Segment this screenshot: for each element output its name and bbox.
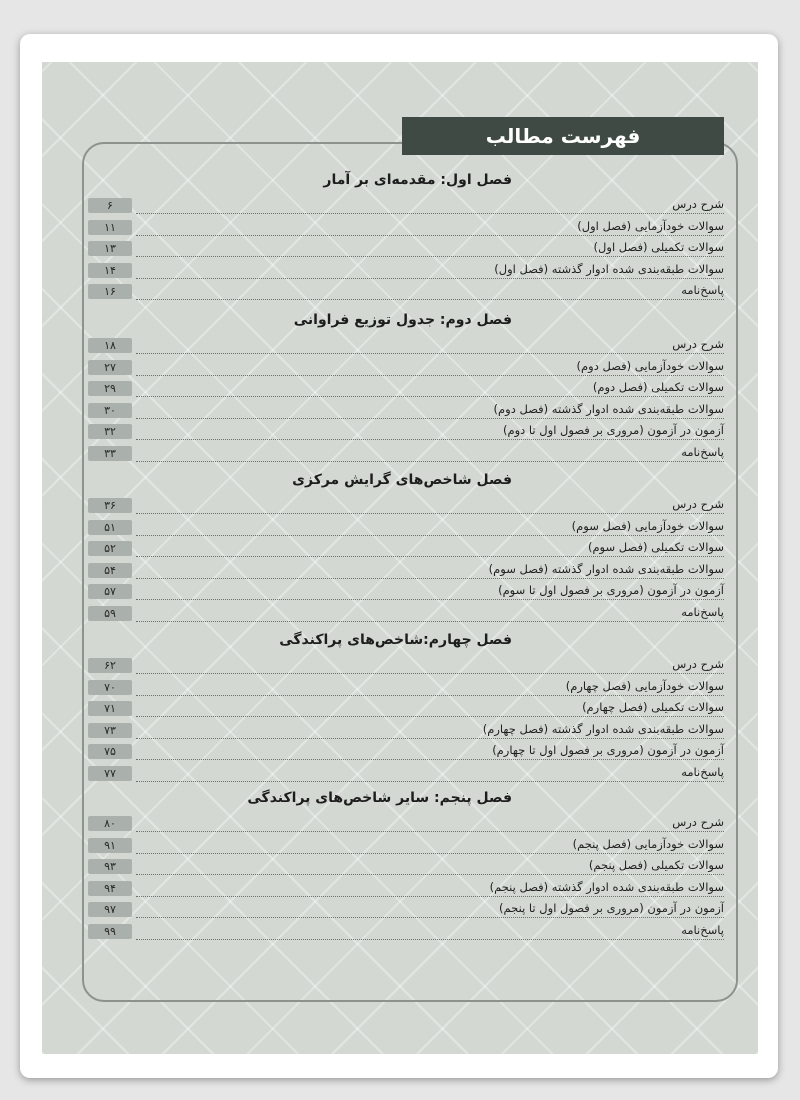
toc-entry[interactable] [84,678,728,699]
page-number-badge: ۱۶ [88,284,132,299]
dot-leader [136,235,724,236]
entry-label: سوالات طبقه‌بندی شده ادوار گذشته (فصل سوم) [488,561,724,576]
chapter-title: فصل شاخص‌های گرایش مرکزی [292,472,512,488]
toc-entry[interactable] [84,444,728,465]
page-number-badge: ۳۰ [88,403,132,418]
toc-entry[interactable] [84,196,728,217]
page-number-badge: ۲۹ [88,381,132,396]
page-number-badge: ۵۴ [88,563,132,578]
entry-label: سوالات خودآزمایی (فصل دوم) [576,358,724,373]
page-number-badge: ۳۳ [88,446,132,461]
chapter-title: فصل چهارم:شاخص‌های پراکندگی [279,632,512,648]
dot-leader [136,556,724,557]
page-number-badge: ۹۳ [88,859,132,874]
dot-leader [136,939,724,940]
dot-leader [136,256,724,257]
entry-label: سوالات تکمیلی (فصل دوم) [592,380,724,394]
entry-label: سوالات طبقه‌بندی شده ادوار گذشته (فصل پنجم) [489,879,724,894]
toc-entry[interactable] [84,518,728,539]
toc-entry[interactable] [84,358,728,379]
page-number-badge: ۷۷ [88,766,132,781]
entry-label: آزمون در آزمون (مروری بر فصول اول تا پنجم) [499,901,724,915]
toc-entry[interactable] [84,656,728,677]
toc-entry[interactable] [84,336,728,357]
page-number-badge: ۵۷ [88,584,132,599]
toc-entry[interactable] [84,742,728,763]
page-number-badge: ۷۵ [88,744,132,759]
chapter-section [84,312,728,469]
toc-entry[interactable] [84,582,728,603]
entry-label: سوالات خودآزمایی (فصل سوم) [571,518,724,533]
entry-label: سوالات تکمیلی (فصل اول) [593,240,724,254]
dot-leader [136,353,724,354]
dot-leader [136,578,724,579]
page-number-badge: ۱۳ [88,241,132,256]
chapter-section [84,632,728,789]
dot-leader [136,599,724,600]
page-number-badge: ۶۲ [88,658,132,673]
dot-leader [136,781,724,782]
page-number-badge: ۵۱ [88,520,132,535]
chapter-title: فصل اول: مقدمه‌ای بر آمار [323,172,512,188]
page-number-badge: ۱۱ [88,220,132,235]
toc-entry[interactable] [84,922,728,943]
toc-entry[interactable] [84,721,728,742]
dot-leader [136,461,724,462]
entry-label: پاسخ‌نامه [681,444,724,459]
dot-leader [136,695,724,696]
page-number-badge: ۷۳ [88,723,132,738]
entry-label: آزمون در آزمون (مروری بر فصول اول تا دوم) [502,423,724,437]
toc-entry[interactable] [84,496,728,517]
entry-label: سوالات طبقه‌بندی شده ادوار گذشته (فصل اول) [494,261,724,276]
entry-label: آزمون در آزمون (مروری بر فصول اول تا سوم) [498,583,724,597]
entry-label: پاسخ‌نامه [681,922,724,937]
toc-entry[interactable] [84,539,728,560]
page-number-badge: ۱۴ [88,263,132,278]
dot-leader [136,738,724,739]
dot-leader [136,513,724,514]
dot-leader [136,396,724,397]
page-number-badge: ۹۱ [88,838,132,853]
entry-label: شرح درس [672,337,724,351]
toc-entry[interactable] [84,261,728,282]
chapter-title: فصل پنجم: سایر شاخص‌های پراکندگی [247,790,512,806]
page-number-badge: ۹۹ [88,924,132,939]
entry-label: پاسخ‌نامه [681,283,724,297]
entry-label: شرح درس [672,197,724,211]
entry-label: سوالات تکمیلی (فصل پنجم) [588,858,724,872]
toc-title: فهرست مطالب [402,117,724,155]
page-number-badge: ۷۱ [88,701,132,716]
entry-label: سوالات خودآزمایی (فصل پنجم) [572,836,724,851]
dot-leader [136,896,724,897]
page-number-badge: ۶ [88,198,132,213]
entry-label: سوالات خودآزمایی (فصل چهارم) [565,678,724,693]
entry-label: سوالات تکمیلی (فصل چهارم) [582,700,724,714]
dot-leader [136,439,724,440]
page-number-badge: ۳۲ [88,424,132,439]
dot-leader [136,831,724,832]
toc-entry[interactable] [84,814,728,835]
page-number-badge: ۲۷ [88,360,132,375]
toc-entry[interactable] [84,561,728,582]
toc-entry[interactable] [84,764,728,785]
entry-label: سوالات طبقه‌بندی شده ادوار گذشته (فصل چهارم) [482,721,724,736]
toc-entry[interactable] [84,379,728,400]
page-number-badge: ۱۸ [88,338,132,353]
dot-leader [136,621,724,622]
chapter-title: فصل دوم: جدول توزیع فراوانی [293,312,512,328]
dot-leader [136,874,724,875]
entry-label: سوالات تکمیلی (فصل سوم) [587,540,724,554]
page-number-badge: ۵۹ [88,606,132,621]
dot-leader [136,673,724,674]
toc-entry[interactable] [84,422,728,443]
dot-leader [136,213,724,214]
dot-leader [136,716,724,717]
entry-label: آزمون در آزمون (مروری بر فصول اول تا چهارم) [492,743,724,757]
page-number-badge: ۹۴ [88,881,132,896]
dot-leader [136,853,724,854]
entry-label: پاسخ‌نامه [681,604,724,619]
toc-entry[interactable] [84,218,728,239]
toc-entry[interactable] [84,282,728,303]
page-number-badge: ۳۶ [88,498,132,513]
toc-entry[interactable] [84,879,728,900]
entry-label: سوالات خودآزمایی (فصل اول) [577,218,724,233]
dot-leader [136,418,724,419]
dot-leader [136,535,724,536]
entry-label: سوالات طبقه‌بندی شده ادوار گذشته (فصل دوم) [493,401,724,416]
entry-label: پاسخ‌نامه [681,764,724,779]
toc-entry[interactable] [84,401,728,422]
toc-entry[interactable] [84,604,728,625]
toc-entry[interactable] [84,699,728,720]
dot-leader [136,278,724,279]
toc-entry[interactable] [84,239,728,260]
chapter-section [84,472,728,629]
dot-leader [136,299,724,300]
page-number-badge: ۵۲ [88,541,132,556]
dot-leader [136,759,724,760]
dot-leader [136,917,724,918]
page-number-badge: ۹۷ [88,902,132,917]
chapter-section [84,172,728,308]
entry-label: شرح درس [672,497,724,511]
entry-label: شرح درس [672,657,724,671]
toc-entry[interactable] [84,857,728,878]
dot-leader [136,375,724,376]
toc-entry[interactable] [84,900,728,921]
page-number-badge: ۸۰ [88,816,132,831]
entry-label: شرح درس [672,815,724,829]
toc-entry[interactable] [84,836,728,857]
chapter-section [84,790,728,947]
page-number-badge: ۷۰ [88,680,132,695]
